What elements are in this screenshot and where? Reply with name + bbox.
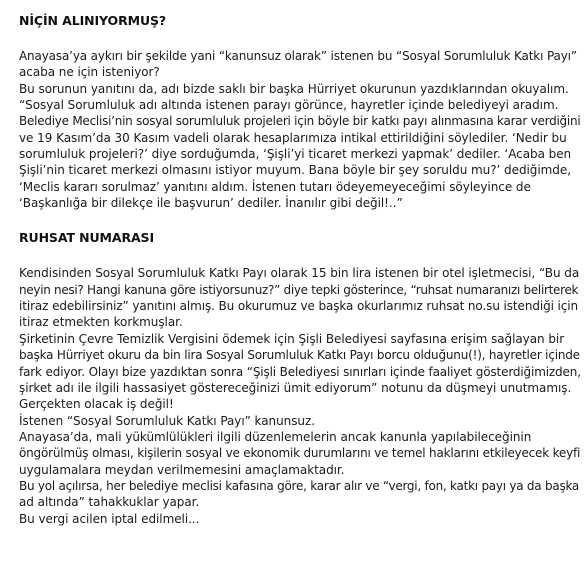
text-line: başka Hürriyet okuru da bin lira Sosyal Sorumluluk Katkı Payı borcu olduğunu(!), hayretler içinde bbox=[19, 348, 580, 363]
section-heading-ruhsat-numarasi: RUHSAT NUMARASI bbox=[19, 230, 154, 246]
text-line: ‘Meclis kararı sorulmaz’ yanıtını aldım. İstenen tutarı ödeyemeyeceğimi söyleyince de bbox=[19, 179, 531, 194]
text-line: Anayasa’ya aykırı bir şekilde yani “kanunsuz olarak” istenen bu “Sosyal Sorumluluk Katkı Payı” bbox=[19, 49, 577, 63]
text-line: Bu yol açılırsa, her belediye meclisi kafasına göre, karar alır ve “vergi, fon, katkı payı ya da başka bbox=[19, 478, 580, 493]
text-line: öngörülmüş olması, kişilerin sosyal ve ekonomik durumlarını ve temel haklarını etkileyecek keyfi bbox=[19, 446, 581, 461]
text-line: Gerçekten olacak iş değil! bbox=[19, 397, 174, 412]
text-line: şirket adı ile ilgili hassasiyet göstereceğinizi ümit ediyorum” notunu da düşmeyi unutmamış. bbox=[19, 380, 572, 395]
article-body bbox=[19, 0, 581, 527]
text-line: Belediye Meclisi’nin sosyal sorumluluk projeleri için böyle bir katkı payı alınmasına karar verdiğini bbox=[19, 114, 581, 129]
section-heading-nicin-aliniyormus: NİÇİN ALINIYORMUŞ? bbox=[19, 13, 167, 28]
text-line: Bu sorunun yanıtını da, adı bizde saklı bir başka Hürriyet okurunun yazdıklarından okuyalım. bbox=[19, 81, 569, 96]
text-line: Kendisinden Sosyal Sorumluluk Katkı Payı olarak 15 bin lira istenen bir otel işletmecisi, “Bu da bbox=[19, 266, 580, 281]
text-line: ve 19 Kasım’da 30 Kasım vadeli olarak hesaplarımıza intikal ettirildiğini söylediler. ‘Nedir bu bbox=[19, 130, 567, 145]
text-line: Bu vergi acilen iptal edilmeli... bbox=[19, 511, 200, 526]
text-line: uygulamalara meydan verilmemesini amaçlamaktadır. bbox=[19, 462, 345, 477]
text-line: Şirketinin Çevre Temizlik Vergisini ödemek için Şişli Belediyesi sayfasına erişim sağlayan bir bbox=[19, 331, 565, 346]
text-line: Anayasa’da, mali yükümlülükleri ilgili düzenlemelerin ancak kanunla yapılabileceğinin bbox=[19, 429, 532, 444]
text-line: ad altında” tahakkuklar yapar. bbox=[19, 495, 200, 510]
text-line: neyin nesi? Hangi kanuna göre istiyorsunuz?” diye tepki gösterince, “ruhsat numaranızı belirterek bbox=[19, 282, 579, 297]
text-line: itiraz etmekten korkmuşlar. bbox=[19, 315, 183, 330]
text-line: acaba ne için isteniyor? bbox=[19, 65, 160, 80]
text-line: itiraz edebilirsiniz” yanıtını almış. Bu okurumuz ve başka okurlarımız ruhsat no.su istendiği için bbox=[19, 299, 579, 314]
text-line: fark ediyor. Olayı bize yazdıktan sonra “Şişli Belediyesi sınırları içinde faaliyet gösterdiğimizden, bbox=[19, 364, 581, 379]
text-line: ‘Başkanlığa bir dilekçe ile başvurun’ dediler. İnanılır gibi değil!..” bbox=[19, 196, 403, 211]
section-paragraph-nicin-aliniyormus bbox=[19, 48, 581, 211]
text-line: “Sosyal Sorumluluk adı altında istenen parayı görünce, hayretler içinde belediyeyi aradım. bbox=[19, 98, 559, 113]
text-line: sorumluluk projeleri?’ diye sorduğumda, ‘Şişli’yi ticaret merkezi yapmak’ dediler. ‘Acaba ben bbox=[19, 147, 572, 162]
section-paragraph-ruhsat-numarasi bbox=[19, 265, 581, 527]
text-line: Şişli’nin ticaret merkezi olmasını istiyor muyum. Bana böyle bir şey soruldu mu?’ dediğimde, bbox=[19, 163, 571, 178]
text-line: İstenen “Sosyal Sorumluluk Katkı Payı” kanunsuz. bbox=[19, 413, 315, 428]
